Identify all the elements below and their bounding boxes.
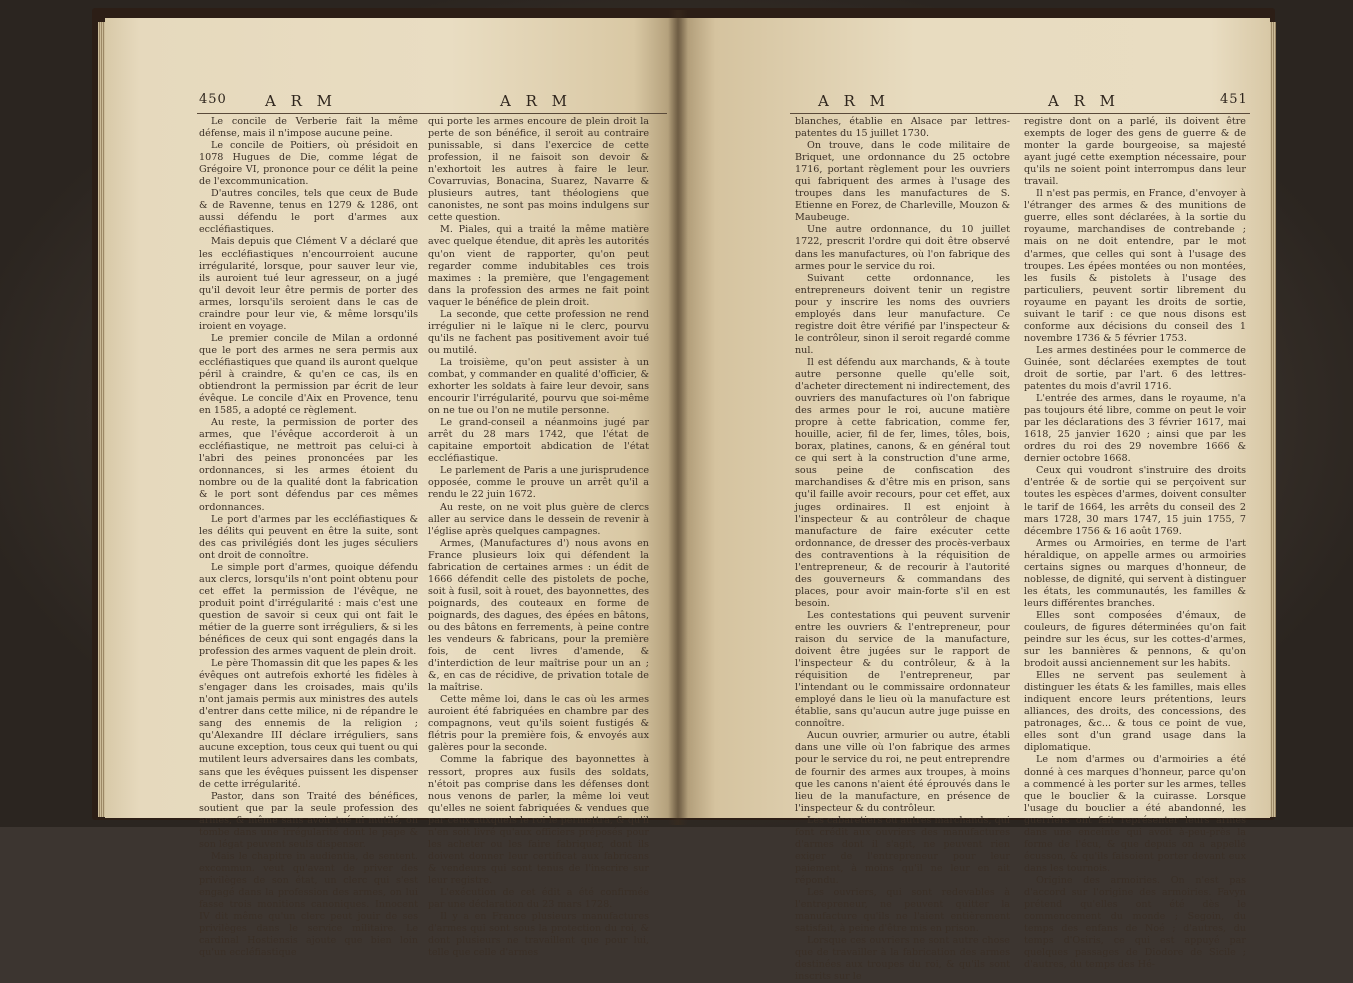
paragraph: Armes ou Armoiries, en terme de l'art héraldique, on appelle armes ou armoiries certains signes ou marques d'honneur, de noblesse, de dignité, qui servent à distinguer les états, les communautés, les familles & leurs différentes branches. <box>1024 537 1246 609</box>
paragraph: Les armes destinées pour le commerce de Guinée, sont déclarées exemptes de tout droit de sortie, par l'art. 6 des lettres-patentes du mois d'avril 1716. <box>1024 344 1246 393</box>
paragraph: Les contestations qui peuvent survenir entre les ouvriers & l'entrepreneur, pour raison du service de la manufacture, doivent être jugées sur le rapport de l'inspecteur & du contrôleur, & à la réquisition de l'entrepreneur, par l'intendant ou le commissaire ordonnateur employé dans le lieu où la manufacture est établie, sans qu'aucun autre juge puisse en connoître. <box>795 609 1010 730</box>
paragraph: Suivant cette ordonnance, les entrepreneurs doivent tenir un registre pour y inscrire les noms des ouvriers employés dans leur manufacture. Ce registre doit être vérifié par l'inspecteur & le contrôleur, sinon il seroit regardé comme nul. <box>795 272 1010 356</box>
paragraph: Cette même loi, dans le cas où les armes auroient été fabriquées en chambre par des compagnons, veut qu'ils soient fustigés & flétris pour la première fois, & envoyés aux galères pour la seconde. <box>428 694 649 754</box>
book-gutter <box>668 10 688 825</box>
paragraph: Au reste, la permission de porter des armes, que l'évêque accorderoit à un eccléfiastique, ne mettroit pas celui-ci à l'abri des peines prononcées par les ordonnances, si les armes étoient du nombre ou de la qualité dont la fabrication & le port sont défendus par ces mêmes ordonnances. <box>199 417 418 513</box>
paragraph: Elles ne servent pas seulement à distinguer les états & les familles, mais elles indiquent encore leurs prétentions, leurs alliances, des droits, des concessions, des patronages, &c... & tous ce point de vue, elles sont d'un grand usage dans la diplomatique. <box>1024 670 1246 754</box>
paragraph: Origine des armoiries. On n'est pas d'accord sur l'origine des armoiries. Favyn prétend qu'elles ont été dès le commencement du monde ; Segoin, du temps des enfans de Noé ; d'autres, du temps d'Osiris, ce qui est appuyé par quelques passages de Diodore de Sicile ; d'autres, du temps des Hé- <box>1024 874 1246 971</box>
paragraph: Le concile de Verberie fait la même défense, mais il n'impose aucune peine. <box>199 116 418 140</box>
paragraph: Ceux qui voudront s'instruire des droits d'entrée & de sortie qui se perçoivent sur toutes les espèces d'armes, doivent consulter le tarif de 1664, les arrêts du conseil des 2 mars 1728, 30 mars 1747, 15 juin 1755, 7 décembre 1756 & 16 août 1769. <box>1024 465 1246 537</box>
running-head-right-col1: A R M <box>818 92 891 110</box>
paragraph: Le grand-conseil a néanmoins jugé par arrêt du 28 mars 1742, que l'état de capitaine emportoit abdication de l'état eccléfiastique. <box>428 417 649 465</box>
paragraph: Il n'est pas permis, en France, d'envoyer à l'étranger des armes & des munitions de guerre, elles sont déclarées, à la sortie du royaume, marchandises de contrebande ; mais on ne doit entendre, par le mot d'armes, que celles qui sont à l'usage des troupes. Les épées montées ou non montées, les fusils & pistolets à l'usage des particuliers, peuvent sortir librement du royaume en payant les droits de sortie, suivant le tarif : ce que nous disons est conforme aux décisions du conseil des 1 novembre 1736 & 5 février 1753. <box>1024 188 1246 344</box>
left-page-column-2 <box>428 116 649 959</box>
paragraph: La troisième, qu'on peut assister à un combat, y commander en qualité d'officier, & exhorter les soldats à faire leur devoir, sans encourir l'irrégularité, pourvu que soi-même on ne tue ou l'on ne mutile personne. <box>428 356 649 417</box>
paragraph: La seconde, que cette profession ne rend irrégulier ni le laïque ni le clerc, pourvu qu'ils ne fachent pas positivement avoir tué ou mutilé. <box>428 308 649 356</box>
paragraph: Mais le chapitre in audientia, de sentent. excommun. veut qu'avant de priver des privilèges de son état, un clerc qui s'est engagé dans la profession des armes, on lui fasse trois monitions canoniques. Innocent IV dit même qu'un clerc peut jouir de ses privilèges dans le service militaire. Le cardinal Hostiensis ajoute que bien loin qu'un eccléfiastique <box>199 850 418 959</box>
left-page <box>105 18 680 959</box>
paragraph: Lorsque ces ouvriers ne sont autre chose que de travailler à la fabrication des armes destinées aux troupes du roi, & qu'ils sont inscrits sur le <box>795 935 1010 983</box>
paragraph: registre dont on a parlé, ils doivent être exempts de loger des gens de guerre & de monter la garde bourgeoise, sa majesté ayant jugé cette exemption nécessaire, pour qu'ils ne soient point interrompus dans leur travail. <box>1024 116 1246 188</box>
page-number-left: 450 <box>199 92 227 107</box>
paragraph: Il est défendu aux marchands, & à toute autre personne quelle qu'elle soit, d'acheter directement ni indirectement, des ouvriers des manufactures où l'on fabrique des armes pour le roi, aucune matière propre à cette fabrication, comme fer, houille, acier, fil de fer, limes, tôles, bois, borax, platines, canons, & en général tout ce qui sert à la construction d'une arme, sous peine de confiscation des marchandises & d'être mis en prison, sans qu'il faille avoir recours, pour cet effet, aux juges ordinaires. Il est enjoint à l'inspecteur & au contrôleur de chaque manufacture de faire exécuter cette ordonnance, de dresser des procès-verbaux des contraventions à la réquisition de l'entrepreneur, & de recourir à l'autorité des gouverneurs & commandans des places, pour avoir main-forte s'il en est besoin. <box>795 356 1010 609</box>
paragraph: Pastor, dans son Traité des bénéfices, soutient que par la seule profession des armes, & même sans avoir tué ni mutilé, on tombe dans une irrégularité dont le pape & son légat peuvent seuls dispenser. <box>199 790 418 850</box>
right-page <box>680 18 1270 983</box>
paragraph: Les cabaretiers ou autres marchands, qui font crédit aux ouvriers des manufactures d'armes dont il s'agit, ne peuvent rien exiger de l'entrepreneur pour leur paiement, à moins qu'il ne leur en ait répondu. <box>795 814 1010 886</box>
header-rule-left <box>197 113 667 114</box>
paragraph: M. Piales, qui a traité la même matière avec quelque étendue, dit après les autorités qu'on vient de rapporter, qu'on peut regarder comme indubitables ces trois maximes : la première, que l'engagement dans la profession des armes ne fait point vaquer le bénéfice de plein droit. <box>428 224 649 308</box>
right-page-column-2 <box>1024 116 1246 971</box>
paragraph: Aucun ouvrier, armurier ou autre, établi dans une ville où l'on fabrique des armes pour le service du roi, ne peut entreprendre de fournir des armes aux troupes, à moins que les canons n'aient été éprouvés dans le lieu de la manufacture, en présence de l'inspecteur & du contrôleur. <box>795 730 1010 814</box>
paragraph: Elles sont composées d'émaux, de couleurs, de figures déterminées qu'on fait peindre sur les écus, sur les cottes-d'armes, sur les bannières & pennons, & qu'on brodoit aussi anciennement sur les habits. <box>1024 609 1246 670</box>
paragraph: Mais depuis que Clément V a déclaré que les eccléfiastiques n'encourroient aucune irrégularité, lorsque, pour sauver leur vie, ils auroient tué leur agresseur, on a jugé qu'il devoit leur être permis de porter des armes, lorsqu'ils seroient dans le cas de craindre pour leur vie, & même lorsqu'ils iroient en voyage. <box>199 236 418 332</box>
paragraph: On trouve, dans le code militaire de Briquet, une ordonnance du 25 octobre 1716, portant règlement pour les ouvriers qui fabriquent des armes à l'usage des troupes dans les manufactures de S. Etienne en Forez, de Charleville, Mouzon & Maubeuge. <box>795 140 1010 224</box>
paragraph: qui porte les armes encoure de plein droit la perte de son bénéfice, il seroit au contraire punissable, si dans l'exercice de cette profession, il ne faisoit son devoir & n'exhortoit les autres à faire le leur. Covarruvias, Bonacina, Suarez, Navarre & plusieurs autres, tant théologiens que canonistes, ne sont pas moins indulgens sur cette question. <box>428 116 649 224</box>
running-head-left-col1: A R M <box>265 92 338 110</box>
paragraph: Le port d'armes par les eccléfiastiques & les délits qui peuvent en être la suite, sont des cas privilégiés dont les juges séculiers ont droit de connoître. <box>199 513 418 561</box>
paragraph: Le concile de Poitiers, où présidoit en 1078 Hugues de Die, comme légat de Grégoire VI, prononce pour ce délit la peine de l'excommunication. <box>199 140 418 188</box>
paragraph: Le nom d'armes ou d'armoiries a été donné à ces marques d'honneur, parce qu'on a commencé à les porter sur les armes, telles que le bouclier & la cuirasse. Lorsque l'usage du bouclier a été abandonné, les guerriers ont fait représenter leurs armes dans une enceinte qui avoit à-peu-près la forme de l'écu, & que depuis on a appellé écusson, & qu'ils faisoient porter devant eux dans les tournois. <box>1024 754 1246 874</box>
paragraph: Armes, (Manufactures d') nous avons en France plusieurs loix qui défendent la fabrication de certaines armes : un édit de 1666 défendit celle des pistolets de poche, soit à fusil, soit à rouet, des bayonnettes, des poignards, des couteaux en forme de poignards, des dagues, des épées en bâtons, ou des bâtons en ferrements, à peine contre les vendeurs & fabricans, pour la première fois, de cent livres d'amende, & d'interdiction de leur maîtrise pour un an ; &, en cas de récidive, de privation totale de la maîtrise. <box>428 537 649 694</box>
paragraph: L'exécution de cet édit a été confirmée par une déclaration du 23 mars 1728. <box>428 887 649 911</box>
paragraph: Une autre ordonnance, du 10 juillet 1722, prescrit l'ordre qui doit être observé dans les manufactures, où l'on fabrique des armes pour le service du roi. <box>795 224 1010 272</box>
running-head-right-col2: A R M <box>1048 92 1121 110</box>
right-page-column-1 <box>795 116 1010 983</box>
paragraph: Le simple port d'armes, quoique défendu aux clercs, lorsqu'ils n'ont point obtenu pour cet effet la permission de l'évêque, ne produit point d'irrégularité : mais c'est une question de savoir si ceux qui ont fait le métier de la guerre sont irréguliers, & si les bénéfices de ceux qui sont engagés dans la profession des armes vaquent de plein droit. <box>199 561 418 658</box>
paragraph: blanches, établie en Alsace par lettres-patentes du 15 juillet 1730. <box>795 116 1010 140</box>
header-rule-right <box>790 113 1250 114</box>
paragraph: Les ouvriers, qui sont redevables à l'entrepreneur, ne peuvent quitter la manufacture qu'ils ne l'aient entièrement satisfait, à peine d'être mis en prison. <box>795 887 1010 935</box>
paragraph: Il y a en France plusieurs manufactures d'armes qui sont sous la protection du roi, & dont plusieurs ne travaillent que pour lui, telle que celle d'armes <box>428 911 649 959</box>
page-number-right: 451 <box>1220 92 1248 107</box>
running-head-left-col2: A R M <box>500 92 573 110</box>
paragraph: Au reste, on ne voit plus guère de clercs aller au service dans le dessein de revenir à l'église après quelques campagnes. <box>428 501 649 537</box>
left-page-column-1 <box>199 116 418 959</box>
paragraph: Le premier concile de Milan a ordonné que le port des armes ne sera permis aux eccléfiastiques que quand ils auront quelque péril à craindre, & qu'en ce cas, ils en obtiendront la permission par écrit de leur évêque. Le concile d'Aix en Provence, tenu en 1585, a adopté ce règlement. <box>199 332 418 417</box>
paragraph: L'entrée des armes, dans le royaume, n'a pas toujours été libre, comme on peut le voir par les déclarations des 3 février 1617, mai 1618, 25 janvier 1620 ; ainsi que par les ordres du roi des 29 novembre 1666 & dernier octobre 1668. <box>1024 393 1246 465</box>
paragraph: Le parlement de Paris a une jurisprudence opposée, comme le prouve un arrêt qu'il a rendu le 22 juin 1672. <box>428 465 649 501</box>
paragraph: Comme la fabrique des bayonnettes à ressort, propres aux fusils des soldats, n'étoit pas comprise dans les défenses dont nous venons de parler, la même loi veut qu'elles ne soient fabriquées & vendues que par ceux auxquels le roi le permettra, & qu'il n'en soit livré qu'aux officiers préposés pour les acheter ou les faire fabriquer, dont ils doivent donner leur certificat aux fabricans & vendeurs qui sont tenus de l'inscrire sur leur registre. <box>428 754 649 886</box>
paragraph: D'autres conciles, tels que ceux de Bude & de Ravenne, tenus en 1279 & 1286, ont aussi défendu le port d'armes aux eccléfiastiques. <box>199 188 418 236</box>
paragraph: Le père Thomassin dit que les papes & les évêques ont autrefois exhorté les fidèles à s'engager dans les croisades, mais qu'ils n'ont jamais permis aux ministres des autels d'entrer dans cette milice, ni de répandre le sang des ennemis de la religion ; qu'Alexandre III déclare irréguliers, sans aucune exception, tous ceux qui tuent ou qui mutilent leurs adversaires dans les combats, sans que les évêques puissent les dispenser de cette irrégularité. <box>199 658 418 790</box>
